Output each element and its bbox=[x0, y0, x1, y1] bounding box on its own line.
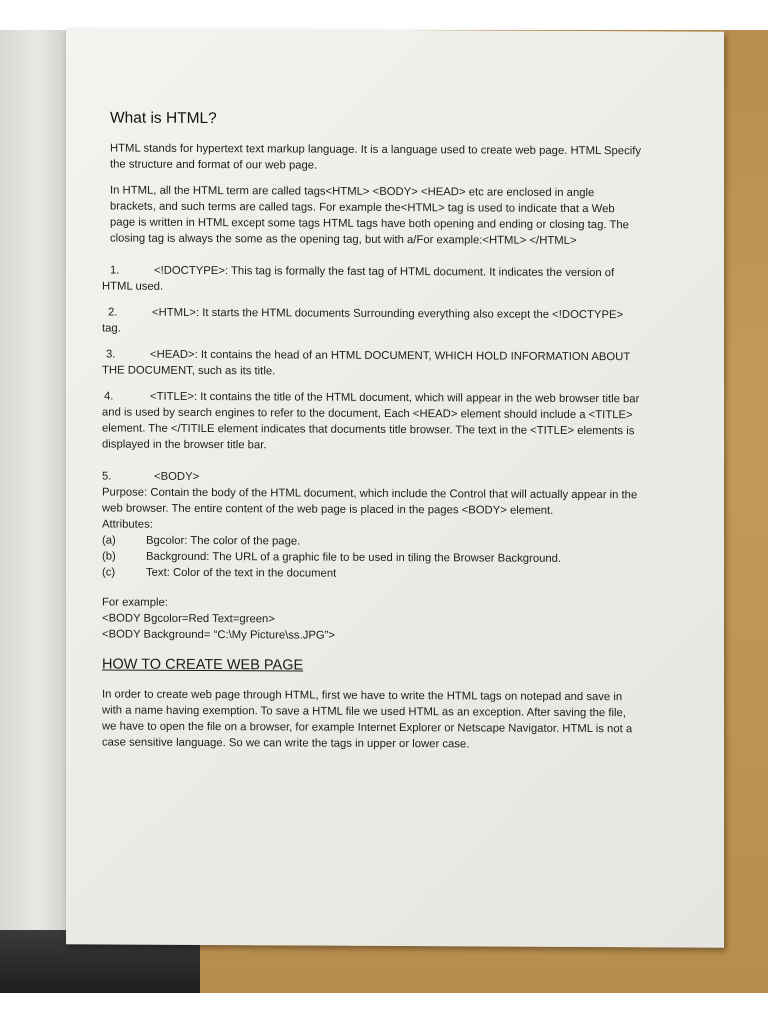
section-heading: HOW TO CREATE WEB PAGE bbox=[102, 656, 304, 674]
attribute-key: (a) bbox=[102, 534, 116, 547]
list-number: 4. bbox=[104, 390, 114, 403]
page-title: What is HTML? bbox=[110, 109, 217, 128]
page-content bbox=[102, 110, 642, 753]
list-text: <HEAD>: It contains the head of an HTML DOCUMENT, WHICH HOLD INFORMATION ABOUT THE DOCUMENT, such as its title. bbox=[102, 348, 631, 378]
example-line-1: <BODY Bgcolor=Red Text=green> bbox=[102, 612, 275, 626]
section-body: In order to create web page through HTML, first we have to write the HTML tags on notepad and save in with a name having exemption. To save a HTML file we used HTML as an exception. After saving the file, we have to open the file on a browser, for example Internet Explorer or Netscape Navigator. HTML is not a case sensitive language. So we can write the tags in upper or lower case. bbox=[102, 688, 633, 751]
list-text: <HTML>: It starts the HTML documents Surrounding everything also except the <!DOCTYPE> tag. bbox=[102, 306, 624, 335]
intro-paragraph-2: In HTML, all the HTML term are called tags<HTML> <BODY> <HEAD> etc are enclosed in angle brackets, and such terms are called tags. For example the<HTML> tag is used to indicate that a Web page is written in HTML except some tags HTML tags have both opening and ending or closing tag. The closing tag is always the some as the opening tag, but with a/For example:<HTML> </HTML> bbox=[110, 184, 629, 247]
list-item-1 bbox=[102, 262, 642, 297]
example-label: For example: bbox=[102, 596, 168, 609]
list-item-5 bbox=[102, 468, 642, 583]
attribute-text: Text: Color of the text in the document bbox=[146, 566, 337, 580]
list-number: 2. bbox=[108, 306, 118, 319]
list-item-3 bbox=[102, 346, 642, 381]
attributes-label: Attributes: bbox=[102, 518, 153, 531]
attribute-key: (b) bbox=[102, 550, 116, 563]
example-line-2: <BODY Background= “C:\My Picture\ss.JPG”> bbox=[102, 628, 336, 642]
list-text: <!DOCTYPE>: This tag is formally the fast tag of HTML document. It indicates the version of HTML used. bbox=[102, 264, 615, 293]
example-block bbox=[102, 594, 642, 645]
list-number: 5. bbox=[102, 470, 112, 483]
attribute-key: (c) bbox=[102, 566, 116, 579]
intro-paragraph-1: HTML stands for hypertext text markup language. It is a language used to create web page. HTML Specify the structure and format of our web page. bbox=[110, 142, 642, 172]
item5-purpose: Purpose: Contain the body of the HTML document, which include the Control that will actually appear in the web browser. The entire content of the web page is placed in the pages <BODY> element. bbox=[102, 486, 638, 517]
list-item-4 bbox=[102, 388, 642, 455]
attribute-text: Bgcolor: The color of the page. bbox=[146, 534, 301, 548]
attribute-text: Background: The URL of a graphic file to be used in tiling the Browser Background. bbox=[146, 550, 562, 565]
list-text: <TITLE>: It contains the title of the HTML document, which will appear in the web browser title bar and is used by search engines to refer to the document, Each <HEAD> element should include a <TITLE> element. The </TITILE element indicates that documents title browser. The text in the <TITLE> elements is displayed in the browser title bar. bbox=[102, 390, 640, 452]
item5-tag: <BODY> bbox=[154, 470, 200, 483]
list-item-2 bbox=[102, 304, 642, 339]
list-number: 1. bbox=[110, 264, 120, 277]
attribute-row-c bbox=[102, 564, 642, 583]
open-book-left-page bbox=[0, 30, 71, 993]
list-number: 3. bbox=[106, 348, 116, 361]
paper-page bbox=[66, 28, 724, 947]
